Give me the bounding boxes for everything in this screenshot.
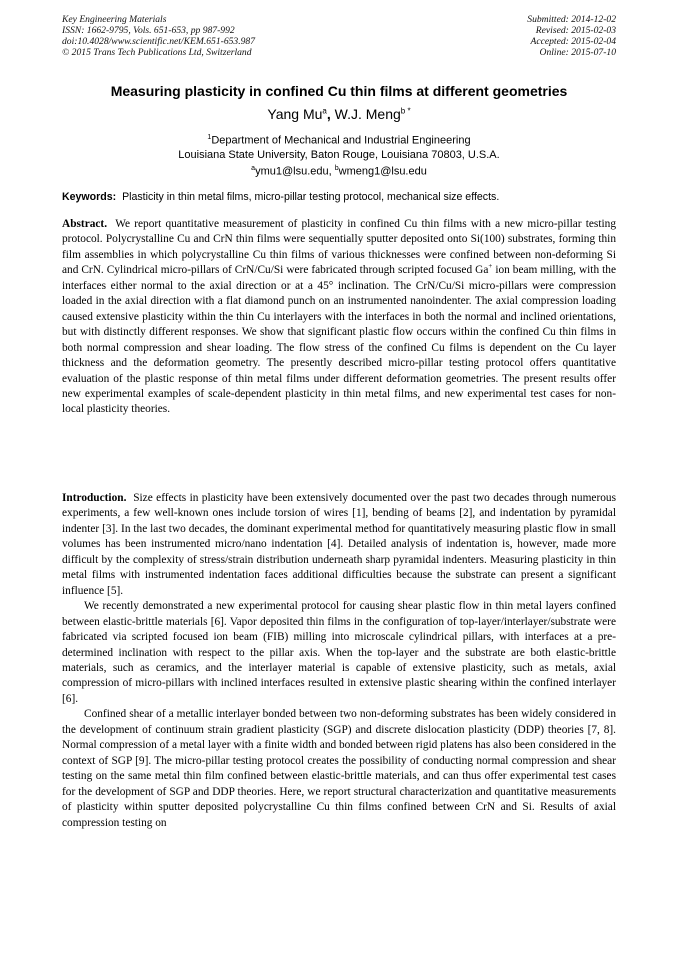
abstract-paragraph: Abstract. We report quantitative measurement of plasticity in confined Cu thin films with a new micro-pillar testing protocol. Polycrystalline Cu and CrN thin films were sequentially sputter deposited onto Si(100) substrates, forming thin film assemblies in which polycrystalline Cu thin films of various thicknesses were confined between non-deforming Si and CrN. Cylindrical micro-pillars of CrN/Cu/Si were fabricated through scripted focused Ga+ ion beam milling, with the interfaces either normal to the axial direction or at a 45° inclination. The CrN/Cu/Si micro-pillars were compression loaded in the axial direction with a flat diamond punch on an instrumented nanoindenter. The axial compression loading caused extensive plasticity within the thin Cu interlayers with the interfaces in both the normal and inclined orientations, but with distinctly different responses. We show that significant plastic flow occurs within the confined Cu thin films in both normal compression and shear loading. The flow stress of the confined Cu films is dependent on the Cu layer thickness and the deformation geometry. The presently described micro-pillar testing protocol offers quantitative evaluation of the plastic response of thin metal films under different deformation geometries. The present results offer new experimental examples of scale-dependent plasticity in thin metal films, and new experimental test cases for non-local plasticity theories. [62,218,616,416]
author-2-sup: b * [400,106,411,116]
affiliation-emails [40,162,638,179]
paper-title: Measuring plasticity in confined Cu thin films at different geometries [110,83,568,99]
author-line [40,106,638,122]
author-separator: , [326,106,335,122]
author-1: Yang Mu [267,106,323,122]
date-accepted: Accepted: 2015-02-04 [530,36,616,47]
journal-header [62,14,255,58]
date-revised: Revised: 2015-02-03 [535,25,616,36]
journal-copyright: © 2015 Trans Tech Publications Ltd, Switzerland [62,47,252,58]
email-b-sup: b [334,164,339,172]
author-2: W.J. Meng [334,106,401,122]
keywords-text: Plasticity in thin metal films, micro-pillar testing protocol, mechanical size effects. [122,191,500,203]
date-submitted: Submitted: 2014-12-02 [527,14,616,25]
journal-name: Key Engineering Materials [62,14,167,25]
affiliation-dept: $^1$Department of Mechanical and Industrial Engineering [207,134,471,147]
email-a[interactable]: ymu1@lsu.edu, [255,165,335,178]
affiliation-address: Louisiana State University, Baton Rouge, Louisiana 70803, U.S.A. [178,148,500,161]
keywords-label: Keywords: [62,191,117,203]
intro-paragraph-2: We recently demonstrated a new experimental protocol for causing shear plastic flow in thin metal layers confined between elastic-brittle materials [6]. Vapor deposited thin films in the configuration of top-layer/interlayer/substrate were fabricated via scripted focused ion beam (FIB) milling into microscale cylindrical pillars, with interfaces at a pre-determined inclination with respect to the pillar axis. When the top-layer and the substrate are both elastic-brittle materials, such as ceramics, and the interlayer material is capable of extensive plasticity, such as metals, axial compression of micro-pillars with inclined interfaces resulted in extensive plastic shearing within the confined interlayer [6]. [62,600,616,705]
intro-paragraph-3: Confined shear of a metallic interlayer bonded between two non-deforming substrates has been widely considered in the development of continuum strain gradient plasticity (SGP) and discrete dislocation plasticity (DDP) theories [7, 8]. Normal compression of a metal layer with a finite width and bonded between rigid platens has also been considered in the context of SGP [9]. The micro-pillar testing protocol creates the possibility of conducting normal compression and shear testing on the same metal thin film confined between elastic-brittle materials, and can thus offer experimental test cases for the development of SGP and DDP theories. Here, we report structural characterization and quantitative measurements of plasticity within sputter deposited polycrystalline Cu thin films confined between CrN and Si. Results of axial compression testing on [62,708,616,829]
abstract-section [62,217,616,418]
keywords [62,191,618,203]
journal-issn: ISSN: 1662-9795, Vols. 651-653, pp 987-992 [62,25,235,36]
affiliation [40,131,638,178]
ga-superscript: + [488,262,493,271]
intro-paragraph-1: Introduction. Size effects in plasticity have been extensively documented over the past two decades through numerous experiments, a few well-known ones include torsion of wires [1], bending of beams [2], and indentation by pyramidal indenter [3]. In the last two decades, the dominant experimental method for quantitatively measuring plastic flow in small volumes has been instrumented micro/nano indentation [4]. Detailed analysis of indentation is, however, made more difficult by the complexity of stress/strain distribution underneath sharp pyramidal indenters. Measuring plasticity in thin metal films with instrumented indentation faces additional difficulties because the substrate can present a significant influence [5]. [62,492,616,597]
email-b[interactable]: wmeng1@lsu.edu [338,165,427,178]
introduction-label: Introduction. [62,492,127,504]
journal-doi[interactable]: doi:10.4028/www.scientific.net/KEM.651-653.987 [62,36,256,47]
date-online: Online: 2015-07-10 [539,47,616,58]
dates-header [527,14,616,58]
abstract-label: Abstract. [62,218,108,230]
author-1-sup: a [322,106,327,116]
email-a-sup: a [251,164,256,172]
introduction-section [62,491,616,831]
affiliation-dept-sup: 1 [207,134,212,141]
